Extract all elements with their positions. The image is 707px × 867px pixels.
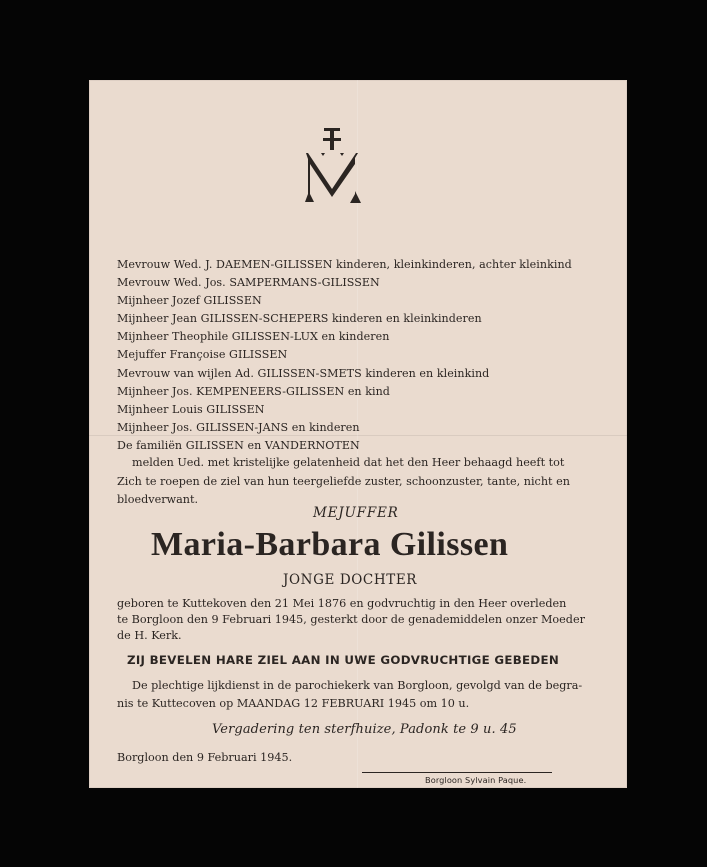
family-line: Mejuffer Françoise GILISSEN: [117, 348, 288, 362]
service-line: De plechtige lijkdienst in de parochiekerk van Borgloon, gevolgd van de begra-: [132, 679, 583, 692]
family-line: Mevrouw Wed. Jos. SAMPERMANS-GILISSEN: [117, 276, 380, 290]
family-line: Mijnheer Theophile GILISSEN-LUX en kinderen: [117, 330, 390, 344]
mourning-card: [89, 80, 627, 788]
announcement-line: melden Ued. met kristelijke gelatenheid dat het den Heer behaagd heeft tot: [132, 456, 565, 469]
family-list: [117, 256, 605, 455]
announcement-text: [117, 454, 597, 510]
service-line: nis te Kuttecoven op MAANDAG 12 FEBRUARI 1945 om 10 u.: [117, 696, 470, 710]
honorific: MEJUFFER: [313, 505, 399, 521]
family-line: Mijnheer Louis GILISSEN: [117, 402, 265, 416]
family-line: Mijnheer Jozef GILISSEN: [117, 294, 262, 308]
family-line: De familiën GILISSEN en VANDERNOTEN: [117, 438, 360, 452]
announcement-line: bloedverwant.: [117, 493, 199, 506]
family-line: Mijnheer Jos. GILISSEN-JANS en kinderen: [117, 420, 360, 434]
gathering-note: Vergadering ten sterfhuize, Padonk te 9 u. 45: [212, 722, 517, 737]
service-text: [117, 677, 603, 713]
prayer-request: ZIJ BEVELEN HARE ZIEL AAN IN UWE GODVRUCHTIGE GEBEDEN: [127, 653, 560, 667]
family-line: Mevrouw van wijlen Ad. GILISSEN-SMETS kinderen en kleinkind: [117, 366, 490, 380]
birth-death-text: [117, 596, 603, 644]
deceased-status: JONGE DOCHTER: [283, 572, 418, 588]
place-date: Borgloon den 9 Februari 1945.: [117, 751, 293, 764]
birth-death-line: geboren te Kuttekoven den 21 Mei 1876 en godvruchtig in den Heer overleden: [117, 597, 567, 610]
marian-monogram-icon: [300, 114, 364, 210]
printer-credit: Borgloon Sylvain Paque.: [425, 775, 527, 785]
signature-rule: [362, 772, 552, 773]
family-line: Mijnheer Jean GILISSEN-SCHEPERS kinderen en kleinkinderen: [117, 312, 482, 326]
announcement-line: Zich te roepen de ziel van hun teergeliefde zuster, schoonzuster, tante, nicht en: [117, 474, 570, 488]
birth-death-line: te Borgloon den 9 Februari 1945, gesterkt door de genademiddelen onzer Moeder: [117, 613, 585, 627]
family-line: Mevrouw Wed. J. DAEMEN-GILISSEN kinderen, kleinkinderen, achter kleinkind: [117, 258, 572, 271]
family-line: Mijnheer Jos. KEMPENEERS-GILISSEN en kind: [117, 384, 390, 398]
birth-death-line: de H. Kerk.: [117, 629, 182, 643]
deceased-name: Maria-Barbara Gilissen: [151, 526, 509, 563]
